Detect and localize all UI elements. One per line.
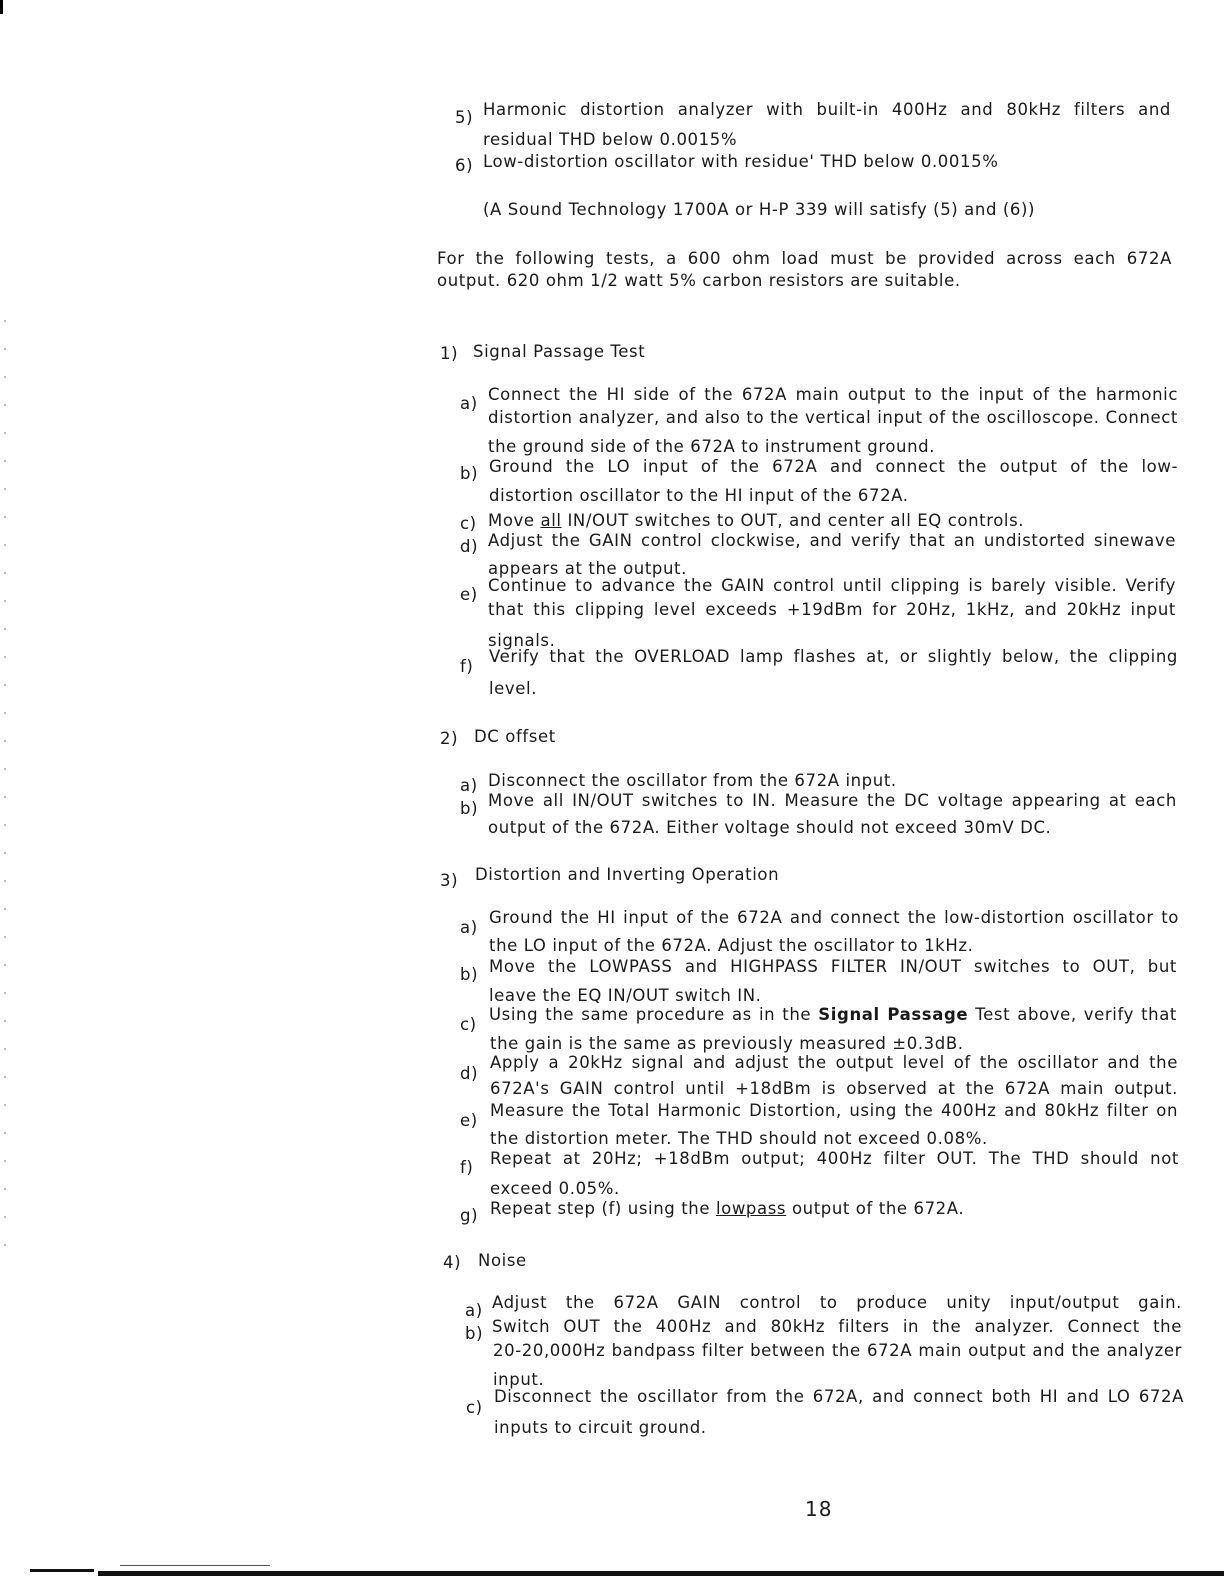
step-text: Apply a 20kHz signal and adjust the output level of the oscillator and the <box>490 1053 1178 1072</box>
step-text: the LO input of the 672A. Adjust the oscillator to 1kHz. <box>489 936 974 955</box>
step-label: f) <box>460 657 474 676</box>
step-text: Disconnect the oscillator from the 672A, and connect both HI and LO 672A <box>494 1387 1184 1406</box>
step-text: Move all IN/OUT switches to IN. Measure the DC voltage appearing at each <box>488 791 1177 810</box>
step-text-part: Move <box>488 511 541 530</box>
step-label: e) <box>460 1111 478 1130</box>
step-label: g) <box>460 1206 479 1225</box>
intro-line-1: For the following tests, a 600 ohm load must be provided across each 672A <box>437 249 1172 268</box>
step-text: the gain is the same as previously measured ±0.3dB. <box>490 1034 964 1053</box>
section-heading: Signal Passage Test <box>473 342 646 361</box>
step-text: distortion analyzer, and also to the vertical input of the oscilloscope. Connect <box>488 408 1178 427</box>
step-text: Move the LOWPASS and HIGHPASS FILTER IN/OUT switches to OUT, but <box>489 957 1177 976</box>
step-text: 672A's GAIN control until +18dBm is observed at the 672A main output. <box>490 1079 1178 1098</box>
equipment-item-5-line-1: Harmonic distortion analyzer with built-in 400Hz and 80kHz filters and <box>483 100 1171 119</box>
step-text: signals. <box>488 631 556 650</box>
step-text: Measure the Total Harmonic Distortion, using the 400Hz and 80kHz filter on <box>490 1101 1178 1120</box>
emphasis-lowpass: lowpass <box>715 1199 787 1218</box>
step-text <box>490 1198 964 1220</box>
scan-edge <box>4 320 6 1260</box>
section-heading: DC offset <box>474 727 556 746</box>
step-text: Repeat at 20Hz; +18dBm output; 400Hz filter OUT. The THD should not <box>490 1149 1179 1168</box>
emphasis-signal-passage: Signal Passage <box>818 1005 969 1024</box>
step-text: level. <box>489 679 538 698</box>
step-text: distortion oscillator to the HI input of the 672A. <box>489 486 909 505</box>
step-text: input. <box>493 1370 545 1389</box>
step-text: Switch OUT the 400Hz and 80kHz filters in the analyzer. Connect the <box>492 1317 1182 1336</box>
step-text: appears at the output. <box>488 559 687 578</box>
step-label: a) <box>460 918 478 937</box>
step-label: b) <box>460 965 479 984</box>
scan-mark <box>0 0 3 14</box>
step-text-part: output of the 672A. <box>786 1199 965 1218</box>
step-text-part: IN/OUT switches to OUT, and center all EQ controls. <box>561 511 1025 530</box>
step-label: c) <box>466 1398 483 1417</box>
step-text-part: Using the same procedure as in the <box>489 1005 819 1024</box>
step-text: Adjust the 672A GAIN control to produce unity input/output gain. <box>492 1293 1182 1312</box>
step-text: the ground side of the 672A to instrument ground. <box>488 437 936 456</box>
step-text: Verify that the OVERLOAD lamp flashes at, or slightly below, the clipping <box>489 647 1178 666</box>
step-label: b) <box>460 799 479 818</box>
equipment-note: (A Sound Technology 1700A or H-P 339 will satisfy (5) and (6)) <box>483 200 1036 219</box>
step-text: 20-20,000Hz bandpass filter between the 672A main output and the analyzer <box>493 1341 1182 1360</box>
section-heading: Distortion and Inverting Operation <box>475 865 780 884</box>
emphasis-all: all <box>540 511 562 530</box>
step-text: Continue to advance the GAIN control until clipping is barely visible. Verify <box>488 576 1176 595</box>
step-label: a) <box>465 1301 483 1320</box>
step-label: b) <box>460 464 479 483</box>
step-text-part: Repeat step (f) using the <box>490 1199 716 1218</box>
step-text: Disconnect the oscillator from the 672A input. <box>488 771 897 790</box>
step-label: b) <box>465 1324 484 1343</box>
page-number: 18 <box>805 1497 833 1521</box>
step-label: c) <box>460 514 477 533</box>
section-number: 2) <box>440 729 459 748</box>
step-text: output of the 672A. Either voltage should not exceed 30mV DC. <box>488 818 1052 837</box>
step-text: exceed 0.05%. <box>490 1179 620 1198</box>
step-text <box>488 510 1024 532</box>
step-text: leave the EQ IN/OUT switch IN. <box>489 986 762 1005</box>
step-text: Connect the HI side of the 672A main output to the input of the harmonic <box>488 385 1178 404</box>
step-label: f) <box>460 1158 474 1177</box>
equipment-item-6: Low-distortion oscillator with residue' THD below 0.0015% <box>483 152 999 171</box>
equipment-item-5-line-2: residual THD below 0.0015% <box>483 130 738 149</box>
step-label: d) <box>460 1064 479 1083</box>
step-text: the distortion meter. The THD should not exceed 0.08%. <box>490 1129 988 1148</box>
section-heading: Noise <box>478 1251 527 1270</box>
section-number: 4) <box>443 1253 462 1272</box>
step-text: Ground the HI input of the 672A and connect the low-distortion oscillator to <box>489 908 1179 927</box>
section-number: 1) <box>440 344 459 363</box>
section-number: 3) <box>440 871 459 890</box>
step-text <box>489 1004 1177 1026</box>
step-text: Adjust the GAIN control clockwise, and verify that an undistorted sinewave <box>488 531 1176 550</box>
step-text: inputs to circuit ground. <box>494 1418 707 1437</box>
list-number: 5) <box>455 108 474 127</box>
scan-border <box>0 1565 1224 1584</box>
step-text: that this clipping level exceeds +19dBm for 20Hz, 1kHz, and 20kHz input <box>488 600 1176 619</box>
step-label: e) <box>460 585 478 604</box>
step-label: d) <box>460 537 479 556</box>
intro-line-2: output. 620 ohm 1/2 watt 5% carbon resistors are suitable. <box>437 271 961 290</box>
step-text-part: Test above, verify that <box>968 1005 1177 1024</box>
step-text: Ground the LO input of the 672A and connect the output of the low- <box>489 457 1178 476</box>
list-number: 6) <box>455 156 474 175</box>
step-label: a) <box>460 394 478 413</box>
step-label: c) <box>460 1015 477 1034</box>
step-label: a) <box>460 776 478 795</box>
